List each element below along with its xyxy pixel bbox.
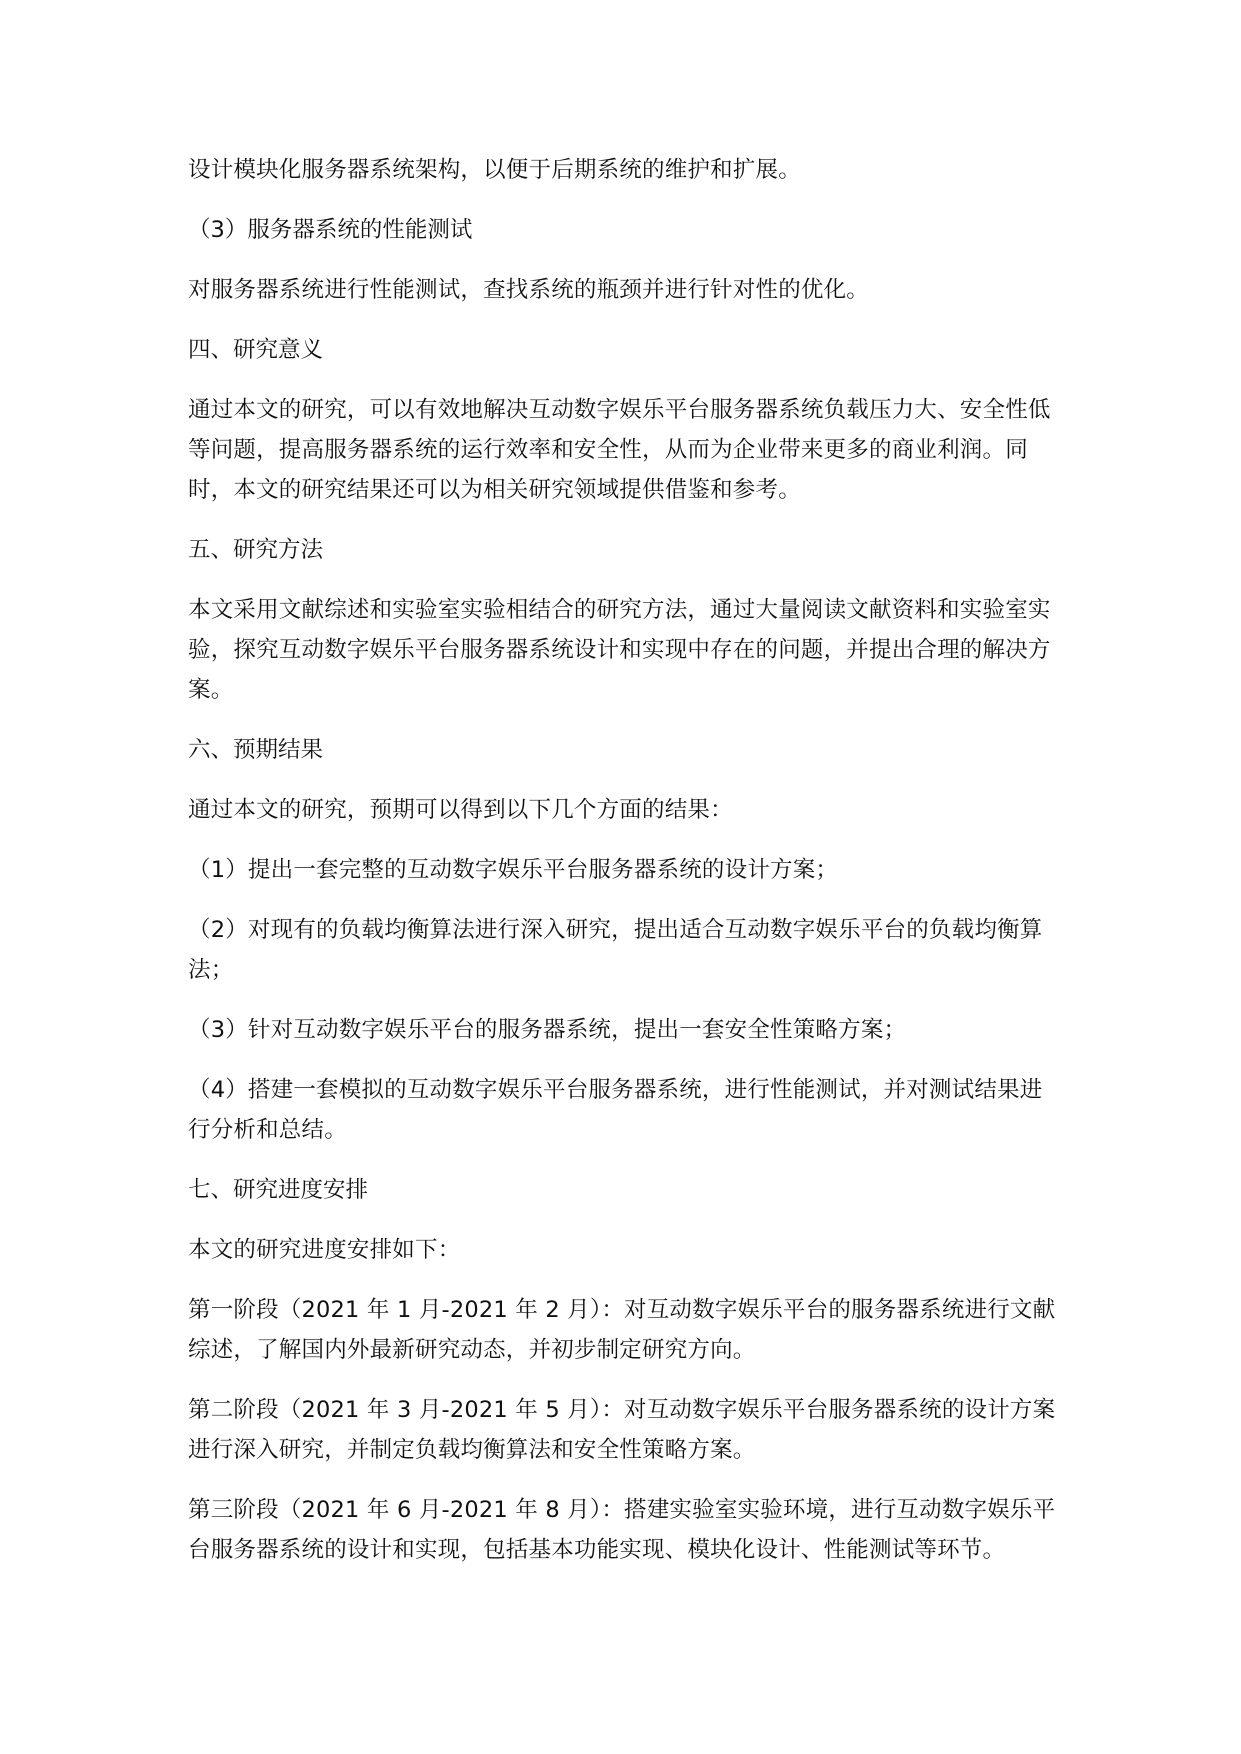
paragraph-performance-test: 对服务器系统进行性能测试，查找系统的瓶颈并进行针对性的优化。 xyxy=(188,277,870,303)
paragraph-schedule-intro: 本文的研究进度安排如下： xyxy=(188,1237,461,1263)
heading-schedule: 七、研究进度安排 xyxy=(188,1177,369,1203)
schedule-stage-1: 第一阶段（2021 年 1 月-2021 年 2 月）：对互动数字娱乐平台的服务器系统进行文献综述，了解国内外最新研究动态，并初步制定研究方向。 xyxy=(188,1297,1056,1363)
schedule-stage-2: 第二阶段（2021 年 3 月-2021 年 5 月）：对互动数字娱乐平台服务器系统的设计方案进行深入研究，并制定负载均衡算法和安全性策略方案。 xyxy=(188,1397,1056,1463)
paragraph-research-method: 本文采用文献综述和实验室实验相结合的研究方法，通过大量阅读文献资料和实验室实验，探究互动数字娱乐平台服务器系统设计和实现中存在的问题，并提出合理的解决方案。 xyxy=(188,597,1051,703)
list-item-result-2: （2）对现有的负载均衡算法进行深入研究，提出适合互动数字娱乐平台的负载均衡算法； xyxy=(188,917,1043,983)
list-item-result-1: （1）提出一套完整的互动数字娱乐平台服务器系统的设计方案； xyxy=(188,857,839,883)
document-body xyxy=(188,150,1058,1590)
schedule-stage-3: 第三阶段（2021 年 6 月-2021 年 8 月）：搭建实验室实验环境，进行互动数字娱乐平台服务器系统的设计和实现，包括基本功能实现、模块化设计、性能测试等环节。 xyxy=(188,1497,1056,1563)
heading-expected-results: 六、预期结果 xyxy=(188,737,324,763)
heading-research-method: 五、研究方法 xyxy=(188,537,324,563)
paragraph-expected-intro: 通过本文的研究，预期可以得到以下几个方面的结果： xyxy=(188,797,733,823)
list-item-result-3: （3）针对互动数字娱乐平台的服务器系统，提出一套安全性策略方案； xyxy=(188,1017,907,1043)
list-item-result-4: （4）搭建一套模拟的互动数字娱乐平台服务器系统，进行性能测试，并对测试结果进行分析和总结。 xyxy=(188,1077,1043,1143)
paragraph-research-significance: 通过本文的研究，可以有效地解决互动数字娱乐平台服务器系统负载压力大、安全性低等问题，提高服务器系统的运行效率和安全性，从而为企业带来更多的商业利润。同时，本文的研究结果还可以为相关研究领域提供借鉴和参考。 xyxy=(188,397,1051,503)
paragraph-modular-architecture: 设计模块化服务器系统架构，以便于后期系统的维护和扩展。 xyxy=(188,157,801,183)
heading-research-significance: 四、研究意义 xyxy=(188,337,324,363)
subheading-performance-test: （3）服务器系统的性能测试 xyxy=(188,217,473,243)
